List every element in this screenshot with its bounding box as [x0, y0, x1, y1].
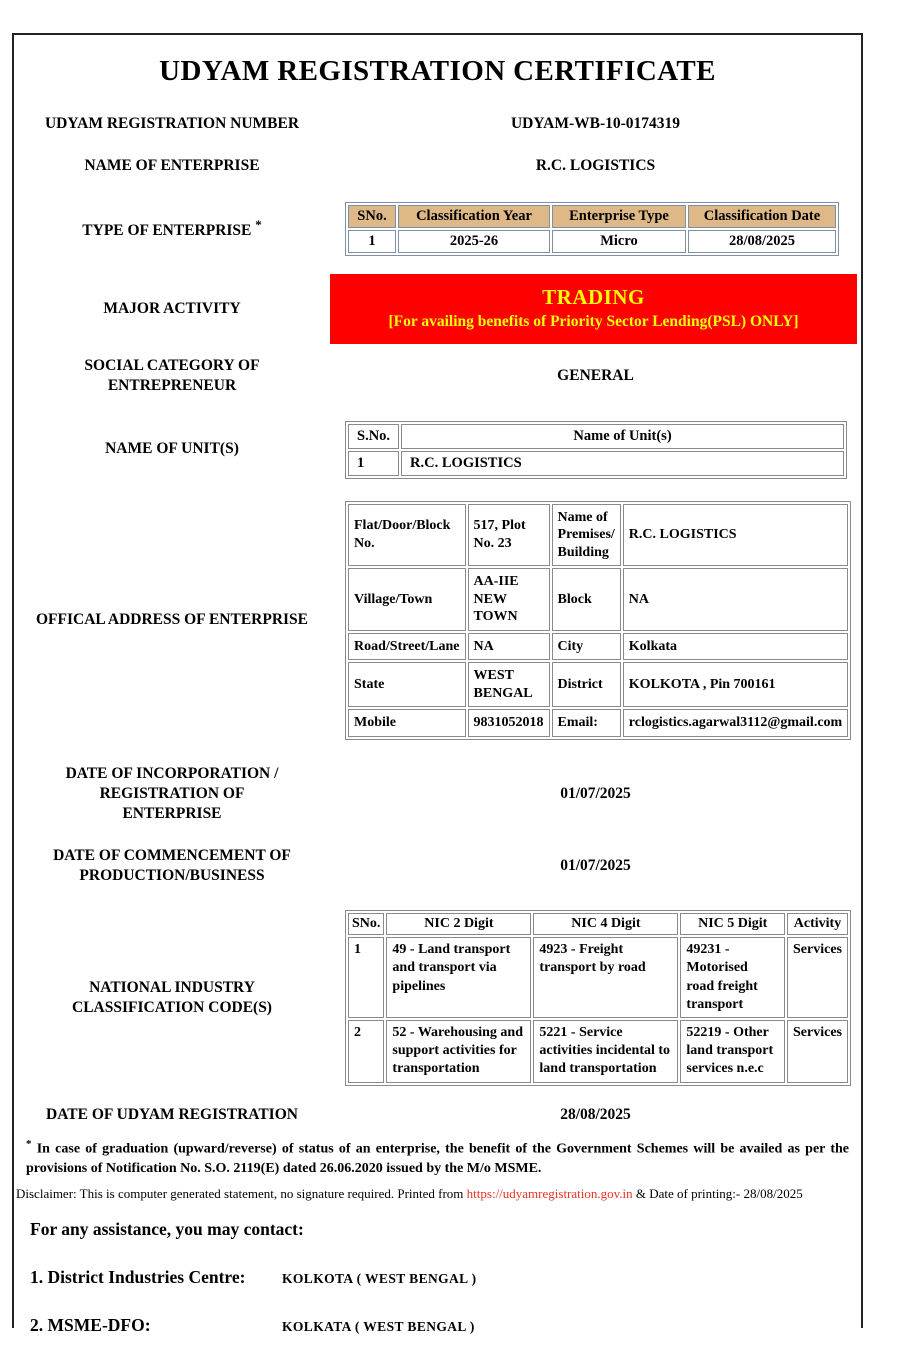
- cell-value: NA: [468, 633, 550, 661]
- col-header-nic2: NIC 2 Digit: [386, 913, 531, 935]
- enterprise-type-row: [14, 202, 861, 256]
- col-header-unit-name: Name of Unit(s): [401, 424, 844, 449]
- registration-number-value: UDYAM-WB-10-0174319: [510, 115, 681, 133]
- cell-nic5: 52219 - Other land transport services n.e.c: [680, 1020, 785, 1083]
- cell-value: 9831052018: [468, 709, 550, 737]
- disclaimer-prefix: Disclaimer: This is computer generated statement, no signature required. Printed from: [16, 1185, 467, 1201]
- cell-key: Flat/Door/Block No.: [348, 504, 466, 567]
- col-header-sno: S.No.: [348, 424, 399, 449]
- official-address-label-text: OFFICAL ADDRESS OF ENTERPRISE: [35, 610, 309, 628]
- nic-data-row: [348, 1020, 848, 1083]
- cell-classification-year: 2025-26: [398, 230, 550, 253]
- major-activity-row: [14, 274, 861, 344]
- udyam-registration-date-row: [14, 1105, 861, 1125]
- enterprise-name-value: R.C. LOGISTICS: [535, 157, 656, 175]
- col-header-enterprise-type: Enterprise Type: [552, 205, 686, 228]
- official-address-row: [14, 501, 861, 740]
- cell-nic4: 5221 - Service activities incidental to land transportation: [533, 1020, 678, 1083]
- cell-key: State: [348, 662, 466, 707]
- cell-sno: 1: [348, 451, 399, 476]
- udyam-registration-date-label: DATE OF UDYAM REGISTRATION: [46, 1105, 298, 1123]
- nic-row: [14, 910, 861, 1085]
- nic-table: [345, 910, 851, 1085]
- cell-value: NA: [623, 568, 848, 631]
- address-row-village: [348, 568, 848, 631]
- commencement-date-label: [14, 846, 330, 886]
- cell-key: City: [552, 633, 621, 661]
- incorporation-date-label: [14, 764, 330, 824]
- col-header-nic4: NIC 4 Digit: [533, 913, 678, 935]
- dic-value: KOLKOTA ( WEST BENGAL ): [282, 1270, 477, 1286]
- cell-activity: Services: [787, 1020, 848, 1083]
- major-activity-value: TRADING: [542, 285, 645, 310]
- nic-data-row: [348, 937, 848, 1018]
- cell-sno: 2: [348, 1020, 384, 1083]
- graduation-footnote: [26, 1137, 849, 1179]
- units-data-row: [348, 451, 844, 476]
- commencement-date-label-text: DATE OF COMMENCEMENT OF PRODUCTION/BUSINESS: [53, 846, 291, 885]
- cell-key: Email:: [552, 709, 621, 737]
- cell-key: Mobile: [348, 709, 466, 737]
- units-table: [345, 421, 847, 479]
- enterprise-name-label: NAME OF ENTERPRISE: [84, 157, 260, 175]
- cell-classification-date: 28/08/2025: [688, 230, 836, 253]
- cell-value: WEST BENGAL: [468, 662, 550, 707]
- cell-value: AA-IIE NEW TOWN: [468, 568, 550, 631]
- incorporation-date-label-text: DATE OF INCORPORATION / REGISTRATION OF ENTERPRISE: [65, 764, 279, 822]
- address-row-flat: [348, 504, 848, 567]
- cell-sno: 1: [348, 937, 384, 1018]
- classification-data-row: [348, 230, 836, 253]
- col-header-sno: SNo.: [348, 205, 396, 228]
- cell-sno: 1: [348, 230, 396, 253]
- cell-key: Village/Town: [348, 568, 466, 631]
- nic-label-text: NATIONAL INDUSTRY CLASSIFICATION CODE(S): [72, 978, 272, 1016]
- units-header-row: [348, 424, 844, 449]
- cell-value: 517, Plot No. 23: [468, 504, 550, 567]
- col-header-activity: Activity: [787, 913, 848, 935]
- cell-value: KOLKOTA , Pin 700161: [623, 662, 848, 707]
- nic-label: [14, 978, 330, 1018]
- cell-key: Block: [552, 568, 621, 631]
- cell-unit-name: R.C. LOGISTICS: [401, 451, 844, 476]
- registration-number-label: UDYAM REGISTRATION NUMBER: [44, 115, 300, 132]
- cell-nic2: 49 - Land transport and transport via pipelines: [386, 937, 531, 1018]
- classification-table: [345, 202, 839, 256]
- cell-email-value: rclogistics.agarwal3112@gmail.com: [623, 709, 848, 737]
- enterprise-name-row: [14, 156, 861, 176]
- enterprise-type-label-text: TYPE OF ENTERPRISE: [82, 222, 252, 240]
- footnote-asterisk: *: [26, 1137, 32, 1150]
- cell-activity: Services: [787, 937, 848, 1018]
- incorporation-date-value: 01/07/2025: [560, 784, 631, 802]
- major-activity-label: MAJOR ACTIVITY: [103, 300, 241, 318]
- contact-row-dic: [30, 1267, 861, 1288]
- udyam-registration-date-value: 28/08/2025: [560, 1105, 631, 1123]
- cell-enterprise-type: Micro: [552, 230, 686, 253]
- social-category-value: GENERAL: [557, 367, 634, 385]
- footnote-text: In case of graduation (upward/reverse) of status of an enterprise, the benefit of the Government Schemes will be availed as per the provisions of Notification No. S.O. 2119(E) dated 26.06.2020 issued by the M/o MSME.: [26, 1141, 850, 1176]
- col-header-classification-year: Classification Year: [398, 205, 550, 228]
- col-header-nic5: NIC 5 Digit: [680, 913, 785, 935]
- assistance-heading: For any assistance, you may contact:: [30, 1218, 304, 1239]
- incorporation-date-row: [14, 764, 861, 824]
- address-row-road: [348, 633, 848, 661]
- cell-value: R.C. LOGISTICS: [623, 504, 848, 567]
- cell-key: Name of Premises/ Building: [552, 504, 621, 567]
- dic-label: 1. District Industries Centre:: [30, 1266, 246, 1287]
- official-address-label: [14, 610, 330, 630]
- address-table: [345, 501, 851, 740]
- cell-key: District: [552, 662, 621, 707]
- address-row-state: [348, 662, 848, 707]
- cell-value: Kolkata: [623, 633, 848, 661]
- certificate-frame: [12, 33, 863, 1335]
- cell-nic4: 4923 - Freight transport by road: [533, 937, 678, 1018]
- registration-number-row: [14, 114, 861, 134]
- cell-nic2: 52 - Warehousing and support activities for transportation: [386, 1020, 531, 1083]
- address-row-mobile: [348, 709, 848, 737]
- disclaimer-line: [16, 1186, 861, 1202]
- cell-key: Road/Street/Lane: [348, 633, 466, 661]
- msme-dfo-label: 2. MSME-DFO:: [30, 1314, 151, 1335]
- udyam-registration-link[interactable]: https://udyamregistration.gov.in: [466, 1185, 633, 1201]
- nic-header-row: [348, 913, 848, 935]
- enterprise-type-asterisk: *: [255, 217, 262, 233]
- disclaimer-suffix: & Date of printing:- 28/08/2025: [632, 1185, 803, 1201]
- social-category-label-text: SOCIAL CATEGORY OF ENTREPRENEUR: [84, 357, 260, 395]
- social-category-label: [14, 356, 330, 396]
- contact-row-msme-dfo: [30, 1315, 861, 1336]
- units-label: NAME OF UNIT(S): [105, 440, 239, 458]
- major-activity-banner: [330, 274, 857, 344]
- social-category-row: [14, 356, 861, 396]
- cell-nic5: 49231 - Motorised road freight transport: [680, 937, 785, 1018]
- enterprise-type-label: [14, 217, 330, 241]
- major-activity-note: [For availing benefits of Priority Sector Lending(PSL) ONLY]: [388, 313, 799, 331]
- commencement-date-row: [14, 846, 861, 886]
- units-row: [14, 421, 861, 479]
- classification-header-row: [348, 205, 836, 228]
- col-header-classification-date: Classification Date: [688, 205, 836, 228]
- certificate-title: UDYAM REGISTRATION CERTIFICATE: [159, 55, 716, 87]
- col-header-sno: SNo.: [348, 913, 384, 935]
- msme-dfo-value: KOLKATA ( WEST BENGAL ): [282, 1318, 475, 1334]
- commencement-date-value: 01/07/2025: [560, 857, 631, 875]
